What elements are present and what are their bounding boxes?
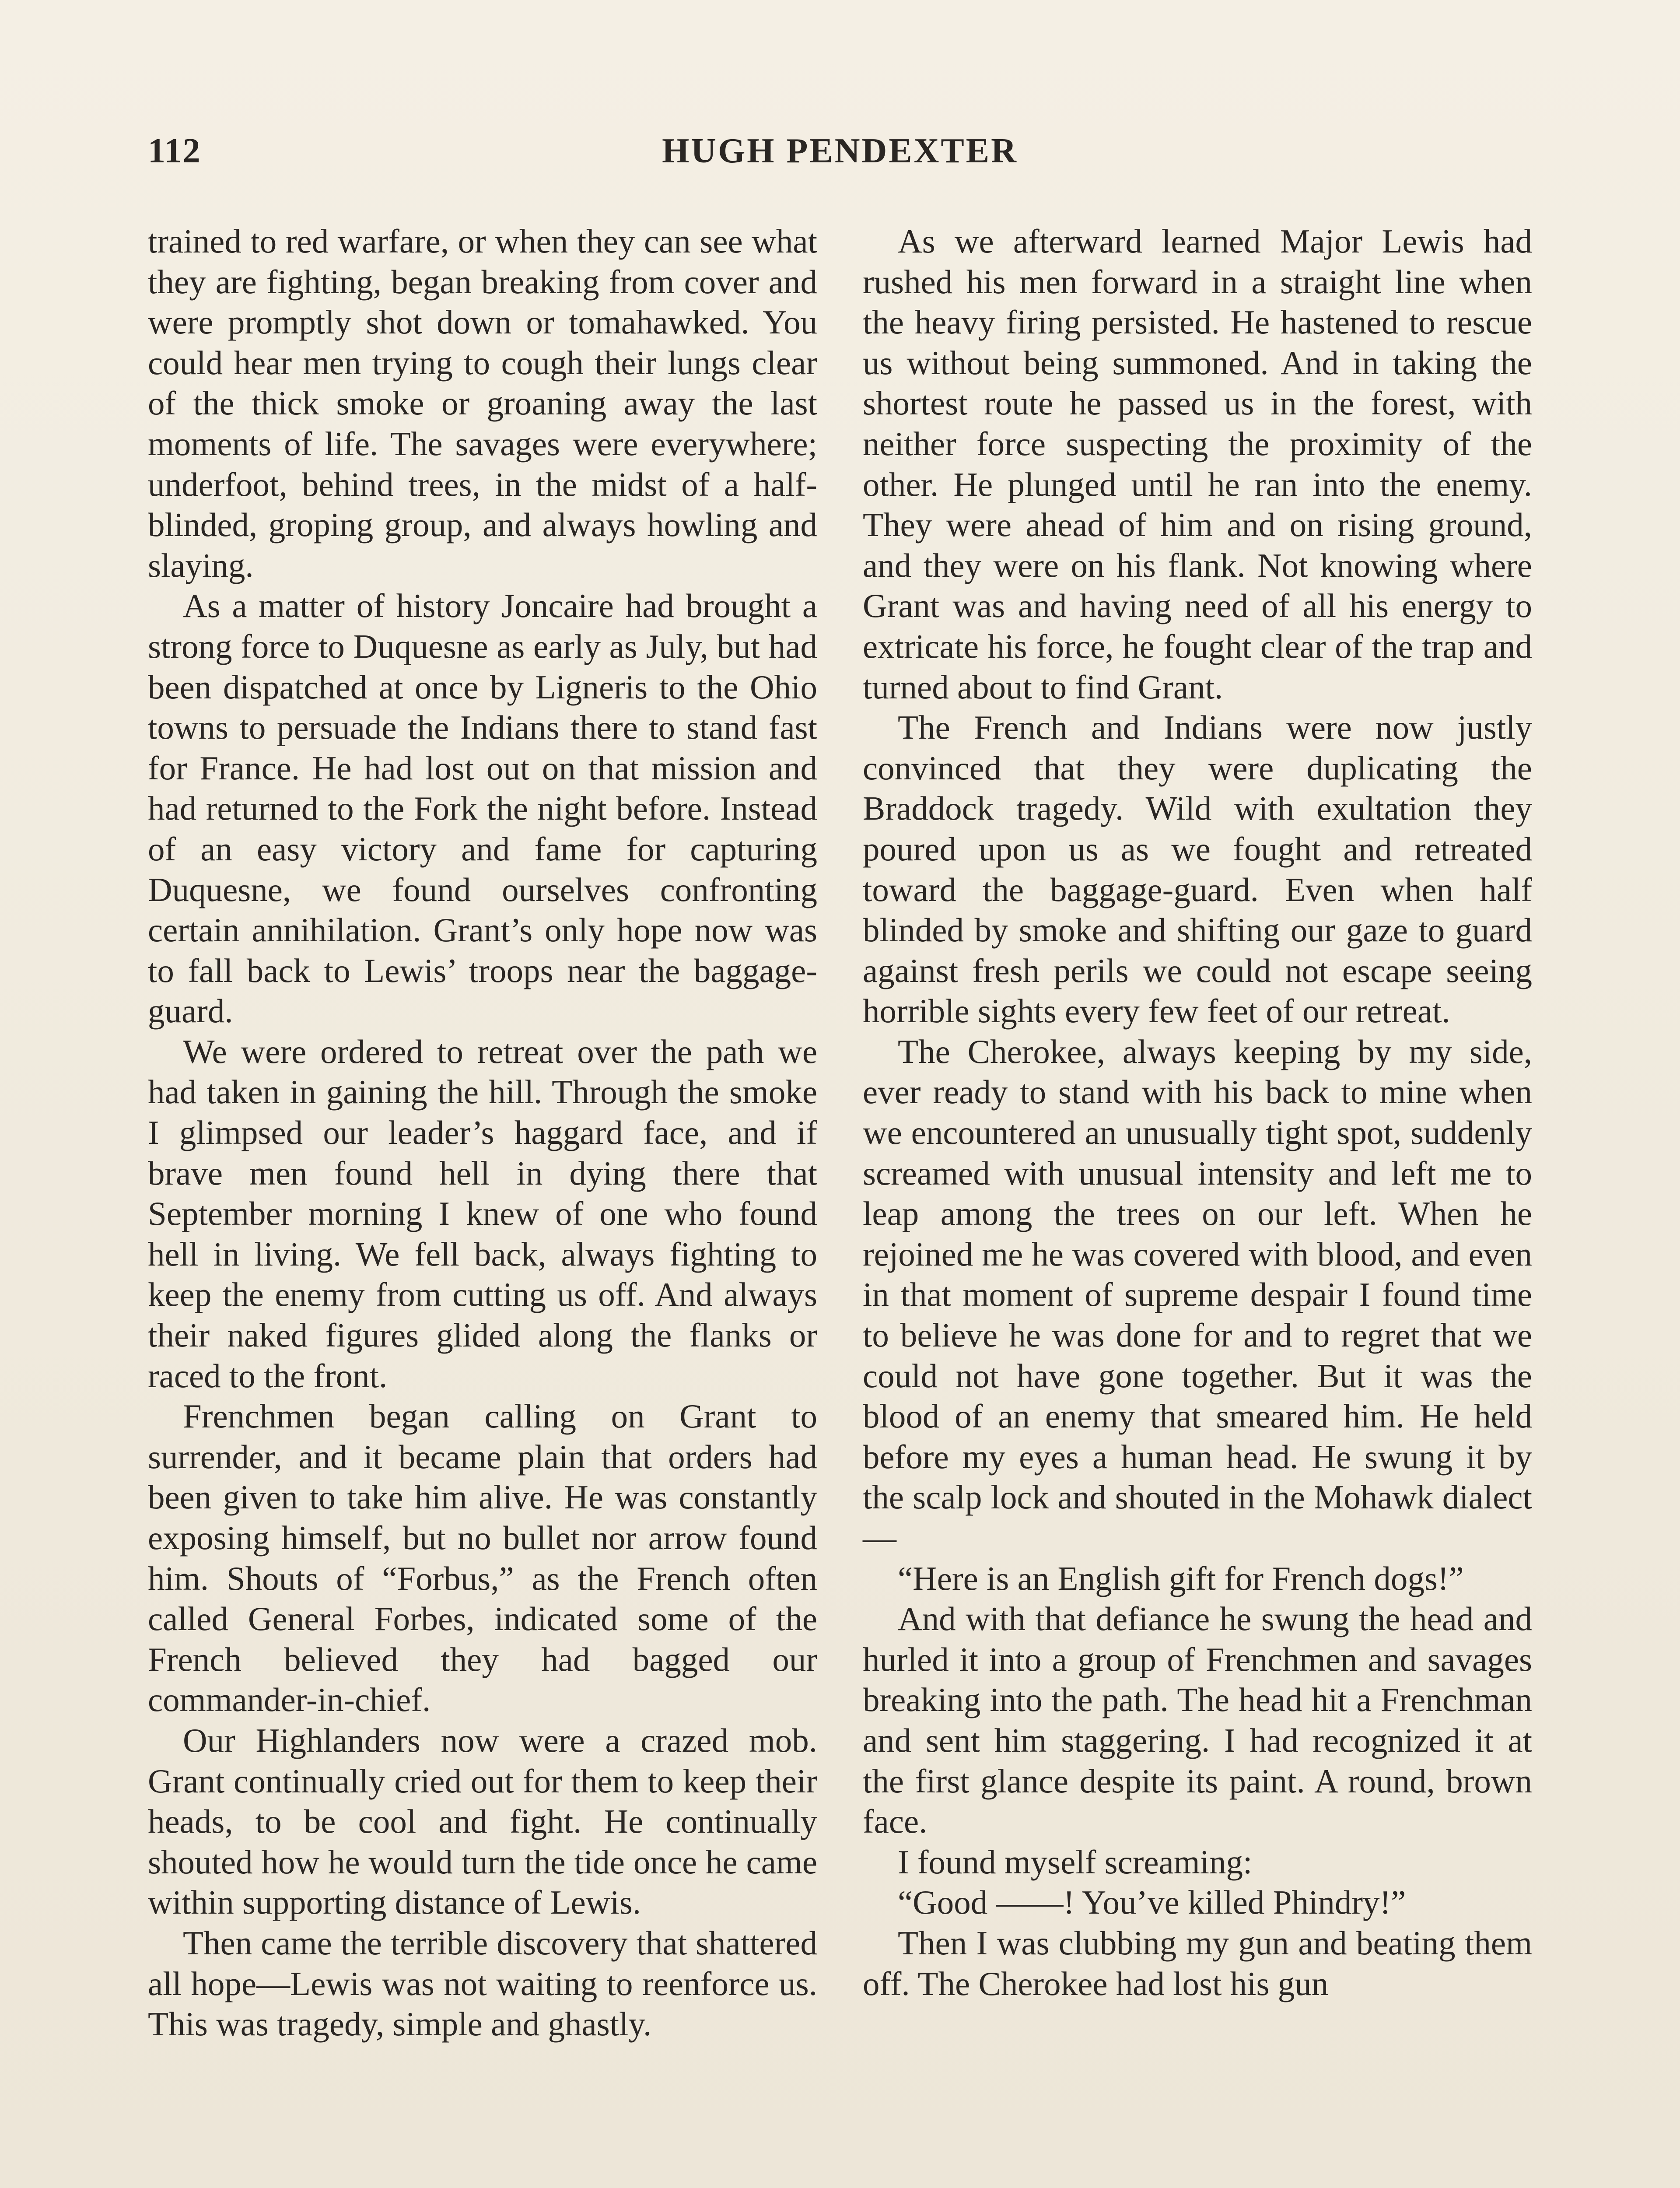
- right-column: [863, 221, 1532, 2004]
- left-column: [148, 221, 817, 2044]
- paragraph: And with that defiance he swung the head and hurled it into a group of Frenchmen and savages breaking into the path. The head hit a Frenchman and sent him staggering. I had recognized it at the first glance despite its paint. A round, brown face.: [863, 1600, 1532, 1841]
- paragraph: trained to red warfare, or when they can see what they are fighting, began breaking from cover and were promptly shot down or tomahawked. You could hear men trying to cough their lungs clear of the thick smoke or groaning away the last moments of life. The savages were everywhere; underfoot, behind trees, in the midst of a half-blinded, groping group, and always howling and slaying.: [148, 222, 817, 584]
- paragraph: The French and Indians were now justly convinced that they were duplicating the Braddock tragedy. Wild with exultation they poured upon us as we fought and retreated toward the baggage-guard. Even when half blinded by smoke and shifting our gaze to guard against fresh perils we could not escape seeing horrible sights every few feet of our retreat.: [863, 708, 1532, 1030]
- paragraph: Our Highlanders now were a crazed mob. Grant continually cried out for them to keep their heads, to be cool and fight. He continually shouted how he would turn the tide once he came within supporting distance of Lewis.: [148, 1721, 817, 1922]
- paragraph: Then came the terrible discovery that shattered all hope—Lewis was not waiting to reenforce us. This was tragedy, simple and ghastly.: [148, 1924, 817, 2043]
- paragraph: “Good ——! You’ve killed Phindry!”: [898, 1883, 1406, 1922]
- paragraph: I found myself screaming:: [898, 1843, 1253, 1881]
- paragraph: As we afterward learned Major Lewis had rushed his men forward in a straight line when the heavy firing persisted. He hastened to rescue us without being summoned. And in taking the shortest route he passed us in the forest, with neither force suspecting the proximity of the other. He plunged until he ran into the enemy. They were ahead of him and on rising ground, and they were on his flank. Not knowing where Grant was and having need of all his energy to extricate his force, he fought clear of the trap and turned about to find Grant.: [863, 222, 1532, 706]
- paragraph: Frenchmen began calling on Grant to surrender, and it became plain that orders had been given to take him alive. He was constantly exposing himself, but no bullet nor arrow found him. Shouts of “Forbus,” as the French often called General Forbes, indicated some of the French believed they had bagged our commander-in-chief.: [148, 1397, 817, 1719]
- paragraph: Then I was clubbing my gun and beating them off. The Cherokee had lost his gun: [863, 1924, 1532, 2002]
- paragraph: The Cherokee, always keeping by my side, ever ready to stand with his back to mine when we encountered an unusually tight spot, suddenly screamed with unusual intensity and left me to leap among the trees on our left. When he rejoined me he was covered with blood, and even in that moment of supreme despair I found time to believe he was done for and to regret that we could not have gone together. But it was the blood of an enemy that smeared him. He held before my eyes a human head. He swung it by the scalp lock and shouted in the Mohawk dialect—: [863, 1032, 1532, 1557]
- paragraph: We were ordered to retreat over the path we had taken in gaining the hill. Through the smoke I glimpsed our leader’s haggard face, and if brave men found hell in dying there that September morning I knew of one who found hell in living. We fell back, always fighting to keep the enemy from cutting us off. And always their naked figures glided along the flanks or raced to the front.: [148, 1032, 817, 1395]
- paragraph: “Here is an English gift for French dogs!”: [898, 1559, 1464, 1597]
- paragraph: As a matter of history Joncaire had brought a strong force to Duquesne as early as July, but had been dispatched at once by Ligneris to the Ohio towns to persuade the Indians there to stand fast for France. He had lost out on that mission and had returned to the Fork the night before. Instead of an easy victory and fame for capturing Duquesne, we found ourselves confronting certain annihilation. Grant’s only hope now was to fall back to Lewis’ troops near the baggage-guard.: [148, 587, 817, 1030]
- running-head: HUGH PENDEXTER: [662, 132, 1018, 170]
- page-header: [148, 131, 1532, 179]
- page-number: 112: [148, 132, 201, 170]
